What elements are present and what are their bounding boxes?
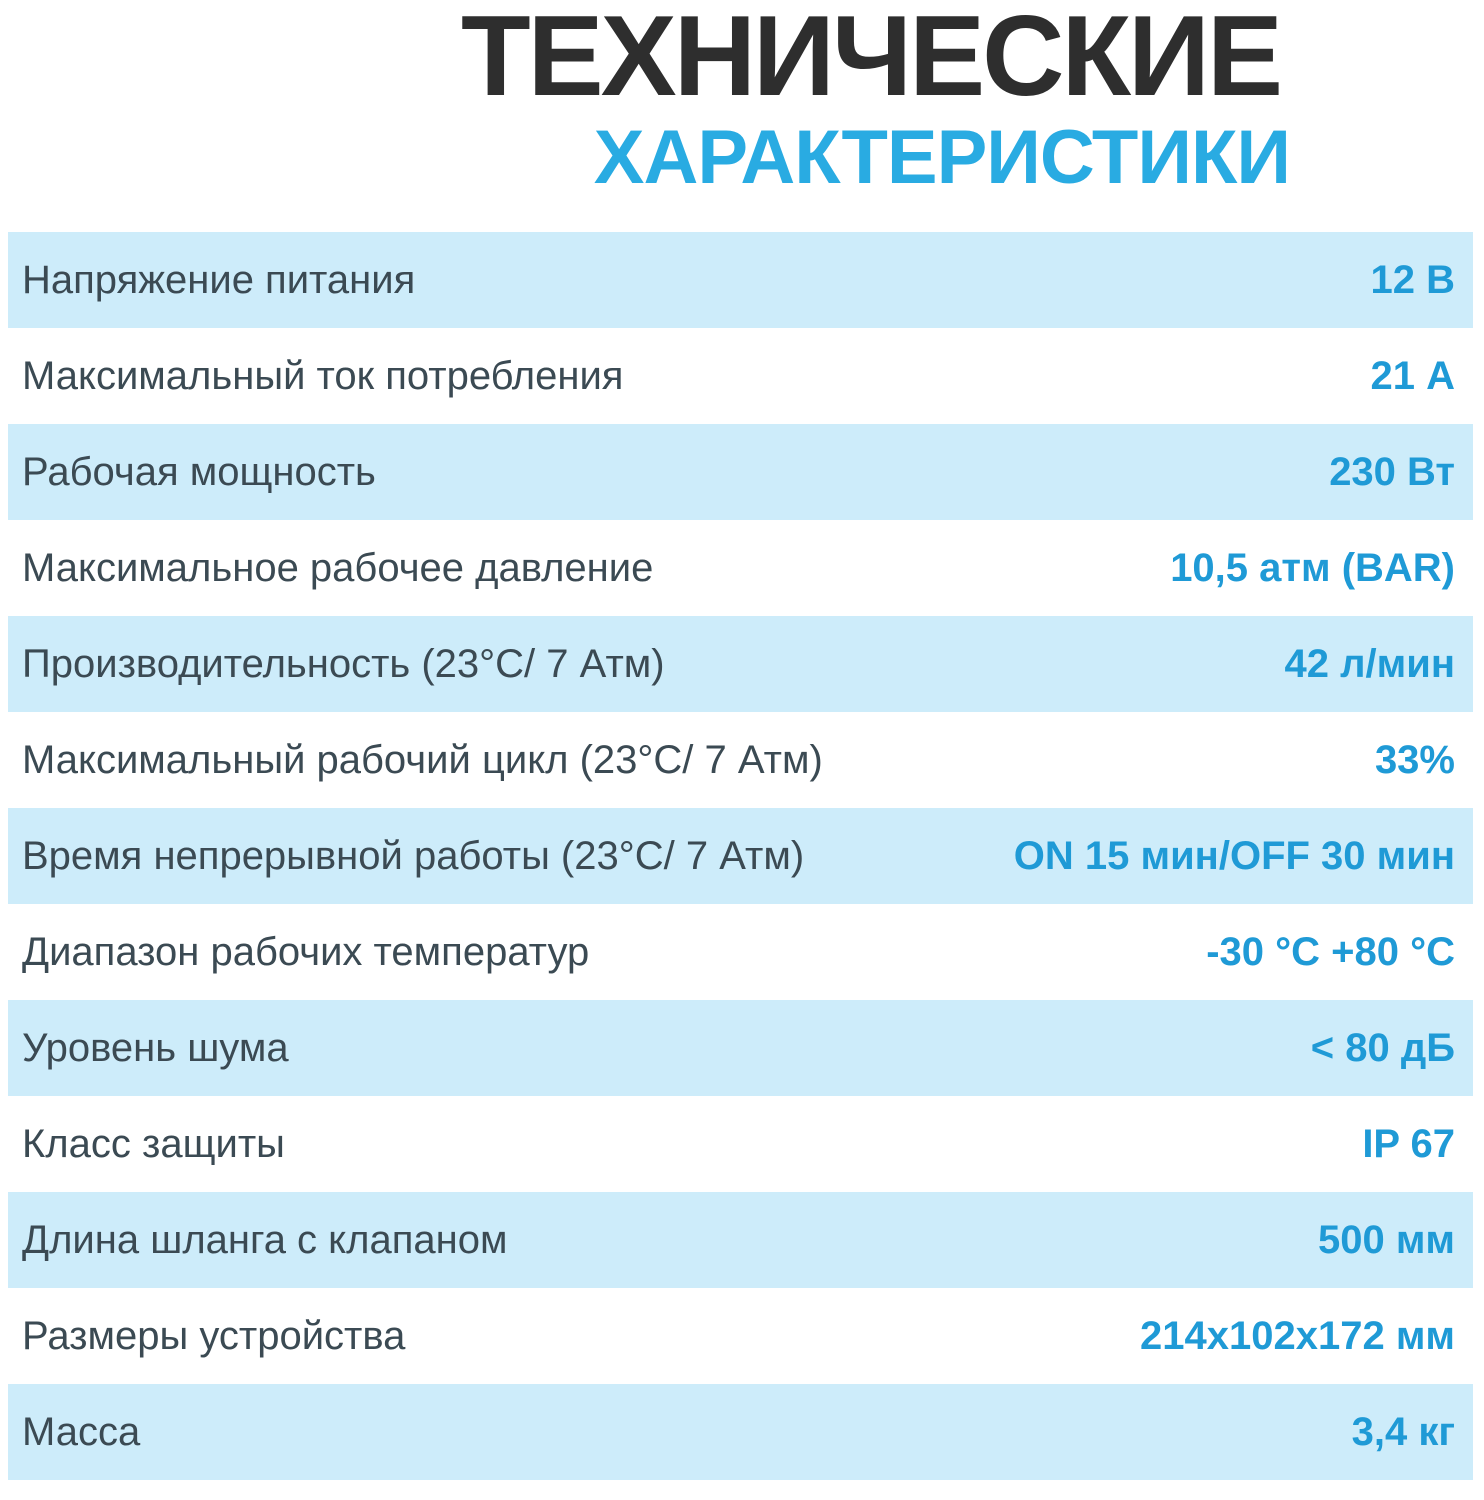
- spec-label: Напряжение питания: [22, 257, 416, 302]
- table-row: [8, 712, 1473, 808]
- table-row: [8, 424, 1473, 520]
- spec-value: 21 А: [1370, 353, 1455, 398]
- spec-label: Время непрерывной работы (23°С/ 7 Атм): [22, 833, 805, 878]
- table-row: [8, 1192, 1473, 1288]
- page-subtitle: ХАРАКТЕРИСТИКИ: [593, 115, 1290, 200]
- spec-value: 33%: [1374, 737, 1455, 782]
- table-row: [8, 1384, 1473, 1480]
- table-row: [8, 808, 1473, 904]
- spec-value: ON 15 мин/OFF 30 мин: [1013, 833, 1455, 878]
- spec-label: Длина шланга с клапаном: [22, 1217, 508, 1262]
- spec-value: 3,4 кг: [1351, 1409, 1455, 1454]
- spec-label: Размеры устройства: [22, 1313, 406, 1358]
- page-title: ТЕХНИЧЕСКИЕ: [461, 0, 1280, 120]
- spec-label: Масса: [22, 1409, 141, 1454]
- spec-label: Диапазон рабочих температур: [22, 929, 590, 974]
- spec-label: Уровень шума: [22, 1025, 289, 1070]
- table-row: [8, 328, 1473, 424]
- spec-label: Максимальное рабочее давление: [22, 545, 654, 590]
- page-header: [0, 0, 1484, 200]
- table-row: [8, 520, 1473, 616]
- spec-table: [8, 232, 1473, 1480]
- spec-label: Максимальный ток потребления: [22, 353, 624, 398]
- spec-value: 12 В: [1370, 257, 1455, 302]
- table-row: [8, 1096, 1473, 1192]
- spec-label: Максимальный рабочий цикл (23°С/ 7 Атм): [22, 737, 823, 782]
- spec-value: 230 Вт: [1329, 449, 1455, 494]
- table-row: [8, 1000, 1473, 1096]
- spec-value: IP 67: [1362, 1121, 1455, 1166]
- spec-value: < 80 дБ: [1310, 1025, 1455, 1070]
- table-row: [8, 904, 1473, 1000]
- spec-value: 500 мм: [1317, 1217, 1455, 1262]
- table-row: [8, 616, 1473, 712]
- spec-value: 214х102х172 мм: [1140, 1313, 1455, 1358]
- spec-label: Производительность (23°С/ 7 Атм): [22, 641, 665, 686]
- table-row: [8, 1288, 1473, 1384]
- spec-value: -30 °С +80 °С: [1206, 929, 1455, 974]
- table-row: [8, 232, 1473, 328]
- spec-value: 42 л/мин: [1284, 641, 1455, 686]
- spec-value: 10,5 атм (BAR): [1170, 545, 1455, 590]
- spec-label: Класс защиты: [22, 1121, 285, 1166]
- spec-label: Рабочая мощность: [22, 449, 376, 494]
